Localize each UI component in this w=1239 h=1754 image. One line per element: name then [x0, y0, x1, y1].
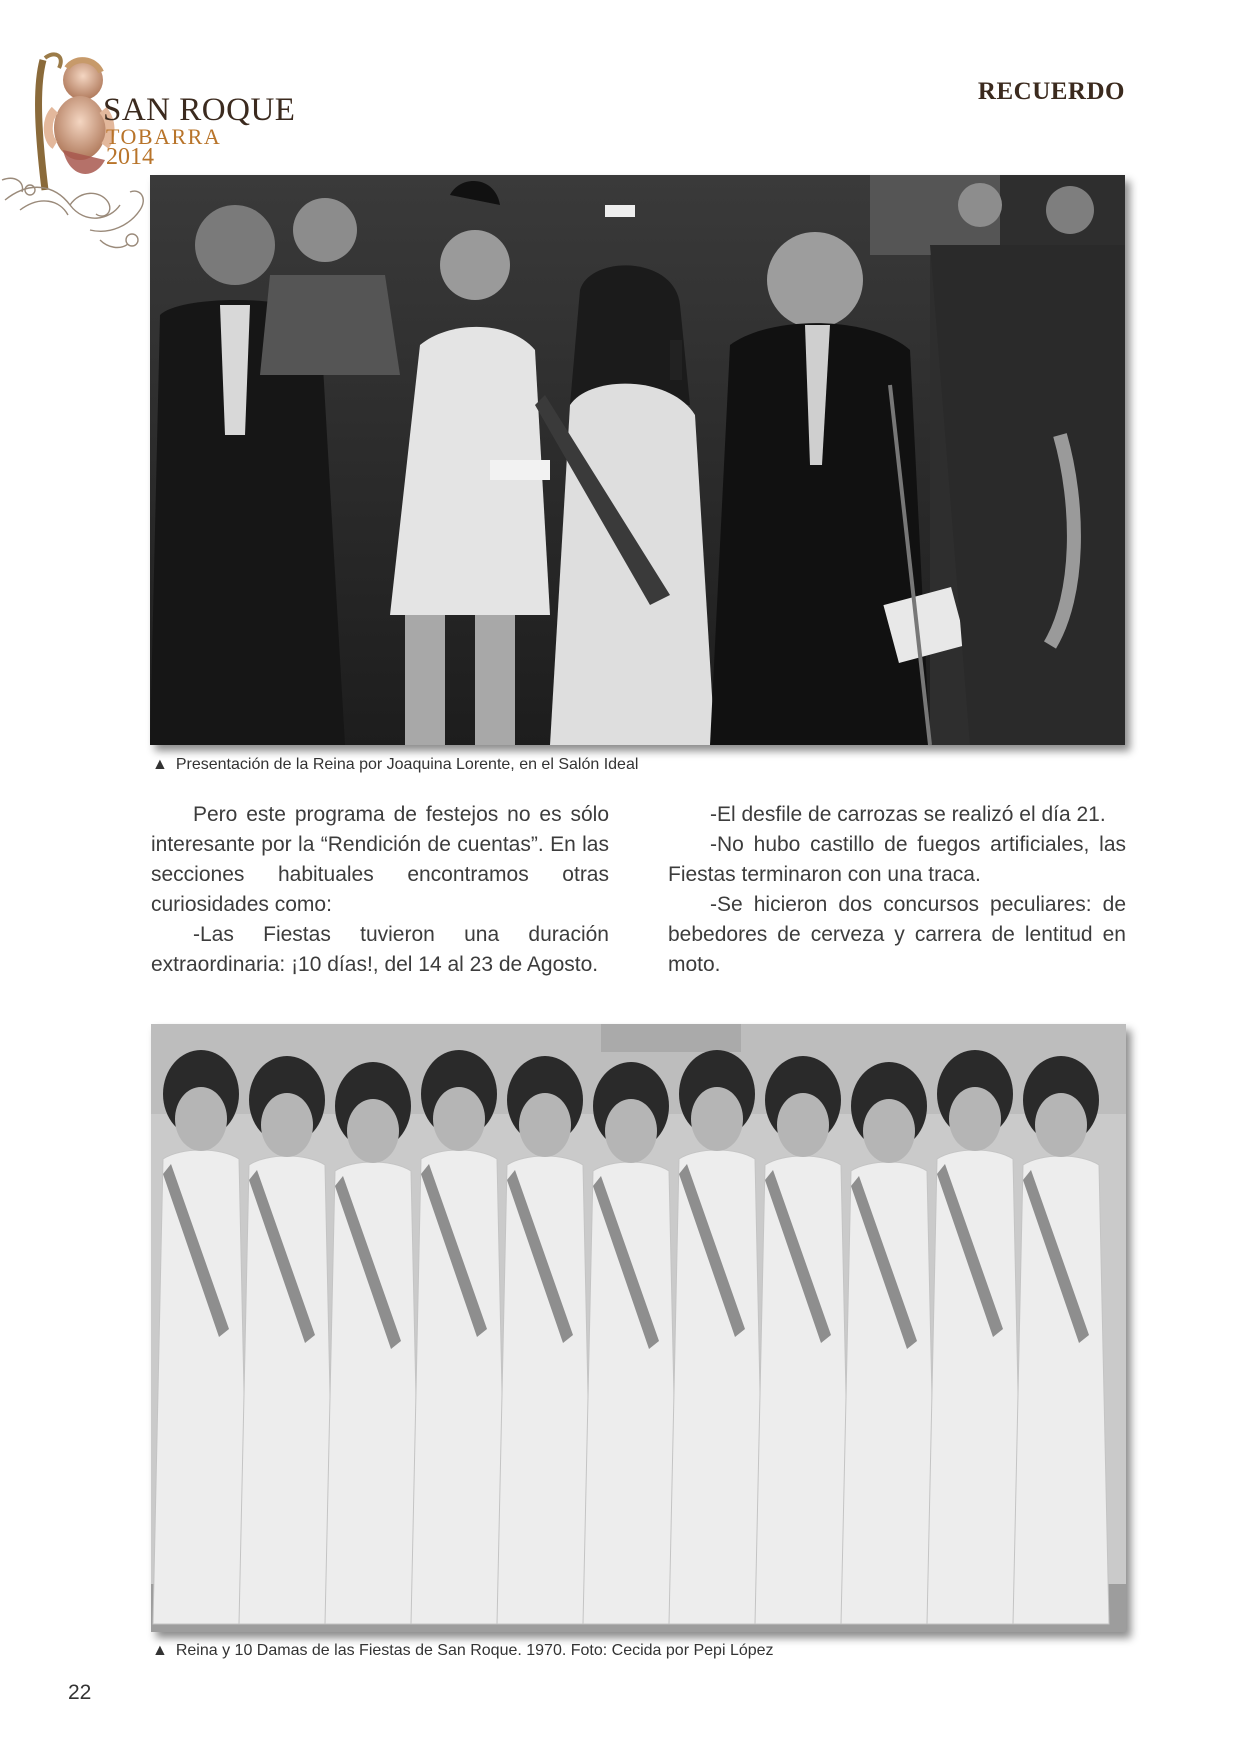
photo-queen-presentation [150, 175, 1125, 745]
page-number: 22 [68, 1681, 92, 1704]
paragraph: -Las Fiestas tuvieron una duración extraordinaria: ¡10 días!, del 14 al 23 de Agosto. [151, 923, 609, 976]
caption-triangle-icon: ▲ [152, 1642, 168, 1659]
paragraph: -Se hicieron dos concursos peculiares: de bebedores de cerveza y carrera de lentitud en moto. [668, 893, 1126, 976]
body-column-right [668, 800, 1126, 980]
logo-title: SAN ROQUE [103, 92, 296, 128]
paragraph: Pero este programa de festejos no es sólo interesante por la “Rendición de cuentas”. En las secciones habituales encontramos otras curiosidades como: [151, 803, 609, 916]
section-title: RECUERDO [977, 78, 1125, 105]
paragraph: -El desfile de carrozas se realizó el día 21. [710, 803, 1106, 826]
logo-year: 2014 [106, 144, 154, 170]
photo-caption-2 [152, 1642, 774, 1660]
photo-caption-1 [152, 756, 638, 774]
caption-text: Presentación de la Reina por Joaquina Lorente, en el Salón Ideal [175, 756, 639, 773]
caption-text: Reina y 10 Damas de las Fiestas de San Roque. 1970. Foto: Cecida por Pepi López [175, 1642, 774, 1659]
photo-queen-and-ladies-image [151, 1024, 1126, 1632]
caption-triangle-icon: ▲ [152, 756, 168, 773]
photo-queen-and-ladies [151, 1024, 1126, 1632]
paragraph: -No hubo castillo de fuegos artificiales, las Fiestas terminaron con una traca. [668, 833, 1126, 886]
logo-subtitle: TOBARRA [106, 124, 222, 149]
photo-queen-presentation-image [150, 175, 1125, 745]
body-column-left [151, 800, 609, 980]
